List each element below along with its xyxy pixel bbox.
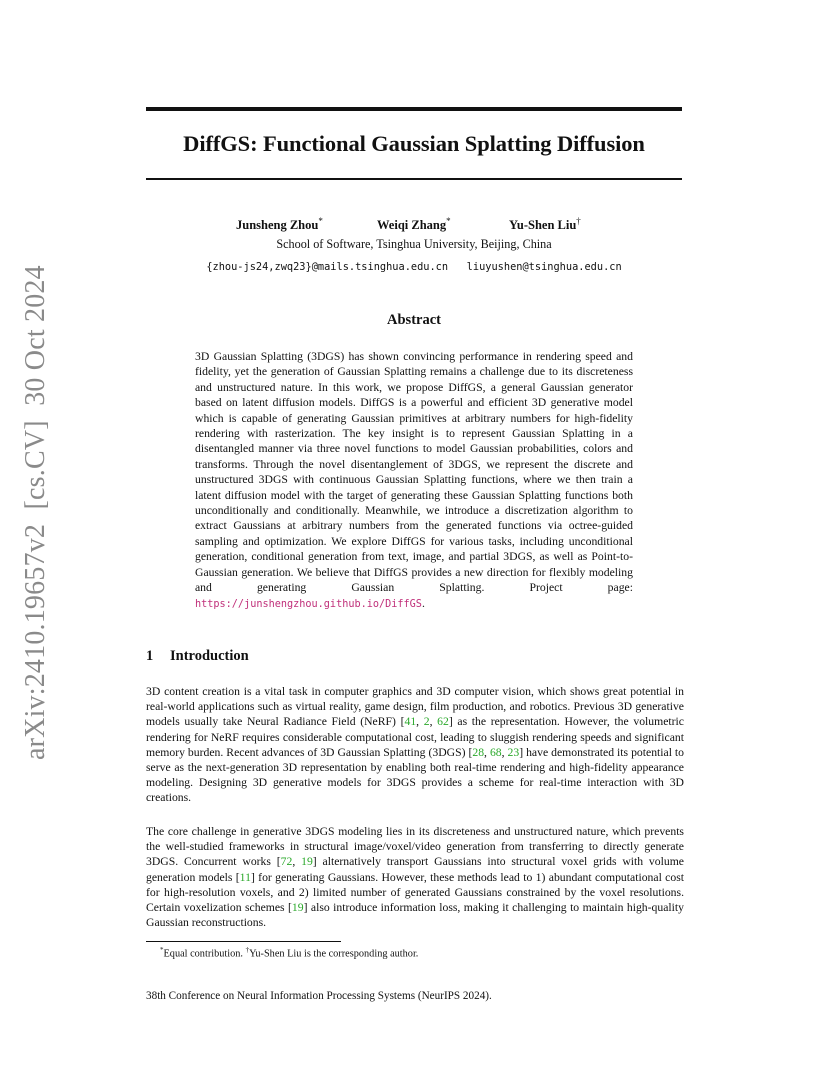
project-page-link[interactable]: https://junshengzhou.github.io/DiffGS	[195, 598, 422, 610]
citation-link[interactable]: 19	[301, 855, 313, 869]
citation-link[interactable]: 19	[291, 901, 304, 915]
venue-note: 38th Conference on Neural Information Processing Systems (NeurIPS 2024).	[146, 990, 492, 1002]
citation-link[interactable]: 28	[472, 745, 485, 759]
intro-paragraph-1: 3D content creation is a vital task in computer graphics and 3D computer vision, which shows great potential in real-world applications such as virtual reality, game design, film production, and robotics. Previous 3D generative models usually take Neural Radiance Field (NeRF) [41, 2, 62] as the representation. However, the volumetric rendering for NeRF requires considerable computational cost, leading to sluggish rendering speeds and significant memory burden. Recent advances of 3D Gaussian Splatting (3DGS) [28, 68, 23] have demonstrated its potential to serve as the next-generation 3D representation by enabling both real-time rendering and high-fidelity appearance modeling. Designing 3D generative models for 3DGS provides a scheme for real-time interaction with 3D creations.	[146, 685, 685, 805]
abstract-text: 3D Gaussian Splatting (3DGS) has shown convincing performance in rendering speed and fidelity, yet the generation of Gaussian Splatting remains a challenge due to its discreteness and unstructured nature. In this work, we propose DiffGS, a general Gaussian generator based on latent diffusion models. DiffGS is a powerful and efficient 3D generative model which is capable of generating Gaussian primitives at arbitrary numbers for high-fidelity rendering with rasterization. The key insight is to represent Gaussian Splatting in a disentangled manner via three novel functions to model Gaussian probabilities, colors and transforms. Through the novel disentanglement of 3DGS, we represent the discrete and unstructured 3DGS with continuous Gaussian Splatting functions, where we then train a latent diffusion model with the target of generating these Gaussian Splatting functions both unconditionally and conditionally. Meanwhile, we introduce a discretization algorithm to extract Gaussians at arbitrary numbers from the generated functions via octree-guided sampling and optimization. We explore DiffGS for various tasks, including unconditional generation, conditional generation from text, image, and partial 3DGS, as well as Point-to-Gaussian generation. We believe that DiffGS provides a new direction for flexibly modeling and generating Gaussian Splatting. Project page: https://junshengzhou.github.io/DiffGS.	[195, 350, 633, 610]
title-bottom-rule	[146, 178, 682, 180]
citation-link[interactable]: 11	[239, 870, 251, 884]
affiliation: School of Software, Tsinghua University, Beijing, China	[276, 237, 552, 251]
citation-link[interactable]: 62	[437, 715, 449, 729]
title-top-rule	[146, 107, 682, 111]
intro-paragraph-2: The core challenge in generative 3DGS modeling lies in its discreteness and unstructured nature, which prevents the well-studied frameworks in structural image/voxel/video generation from transferring to directly generate 3DGS. Concurrent works [72, 19] alternatively transport Gaussians into structural voxel grids with volume generation models [11] for generating Gaussians. However, these methods lead to 1) abundant computational cost for high-resolution voxels, and 2) limited number of generated Gaussians constrained by the voxel resolutions. Certain voxelization schemes [19] also introduce information loss, making it challenging to maintain high-quality Gaussian reconstructions.	[146, 825, 684, 930]
arxiv-identifier: arXiv:2410.19657v2 [cs.CV] 30 Oct 2024	[20, 265, 51, 760]
footnote: *Equal contribution. †Yu-Shen Liu is the corresponding author.	[160, 946, 419, 960]
author-3: Yu-Shen Liu†	[509, 216, 581, 233]
author-1: Junsheng Zhou*	[236, 216, 323, 233]
citation-link[interactable]: 72	[280, 855, 293, 869]
citation-link[interactable]: 23	[507, 745, 520, 759]
section-heading-introduction: 1 Introduction	[146, 648, 249, 664]
abstract-heading: Abstract	[387, 312, 441, 328]
citation-link[interactable]: 41	[404, 715, 417, 729]
citation-link[interactable]: 68	[489, 745, 502, 759]
citation-link[interactable]: 2	[423, 715, 430, 729]
paper-title: DiffGS: Functional Gaussian Splatting Diffusion	[183, 131, 645, 156]
author-2: Weiqi Zhang*	[377, 216, 451, 233]
footnote-rule	[146, 941, 341, 942]
author-emails: {zhou-js24,zwq23}@mails.tsinghua.edu.cn liuyushen@tsinghua.edu.cn	[206, 261, 622, 273]
